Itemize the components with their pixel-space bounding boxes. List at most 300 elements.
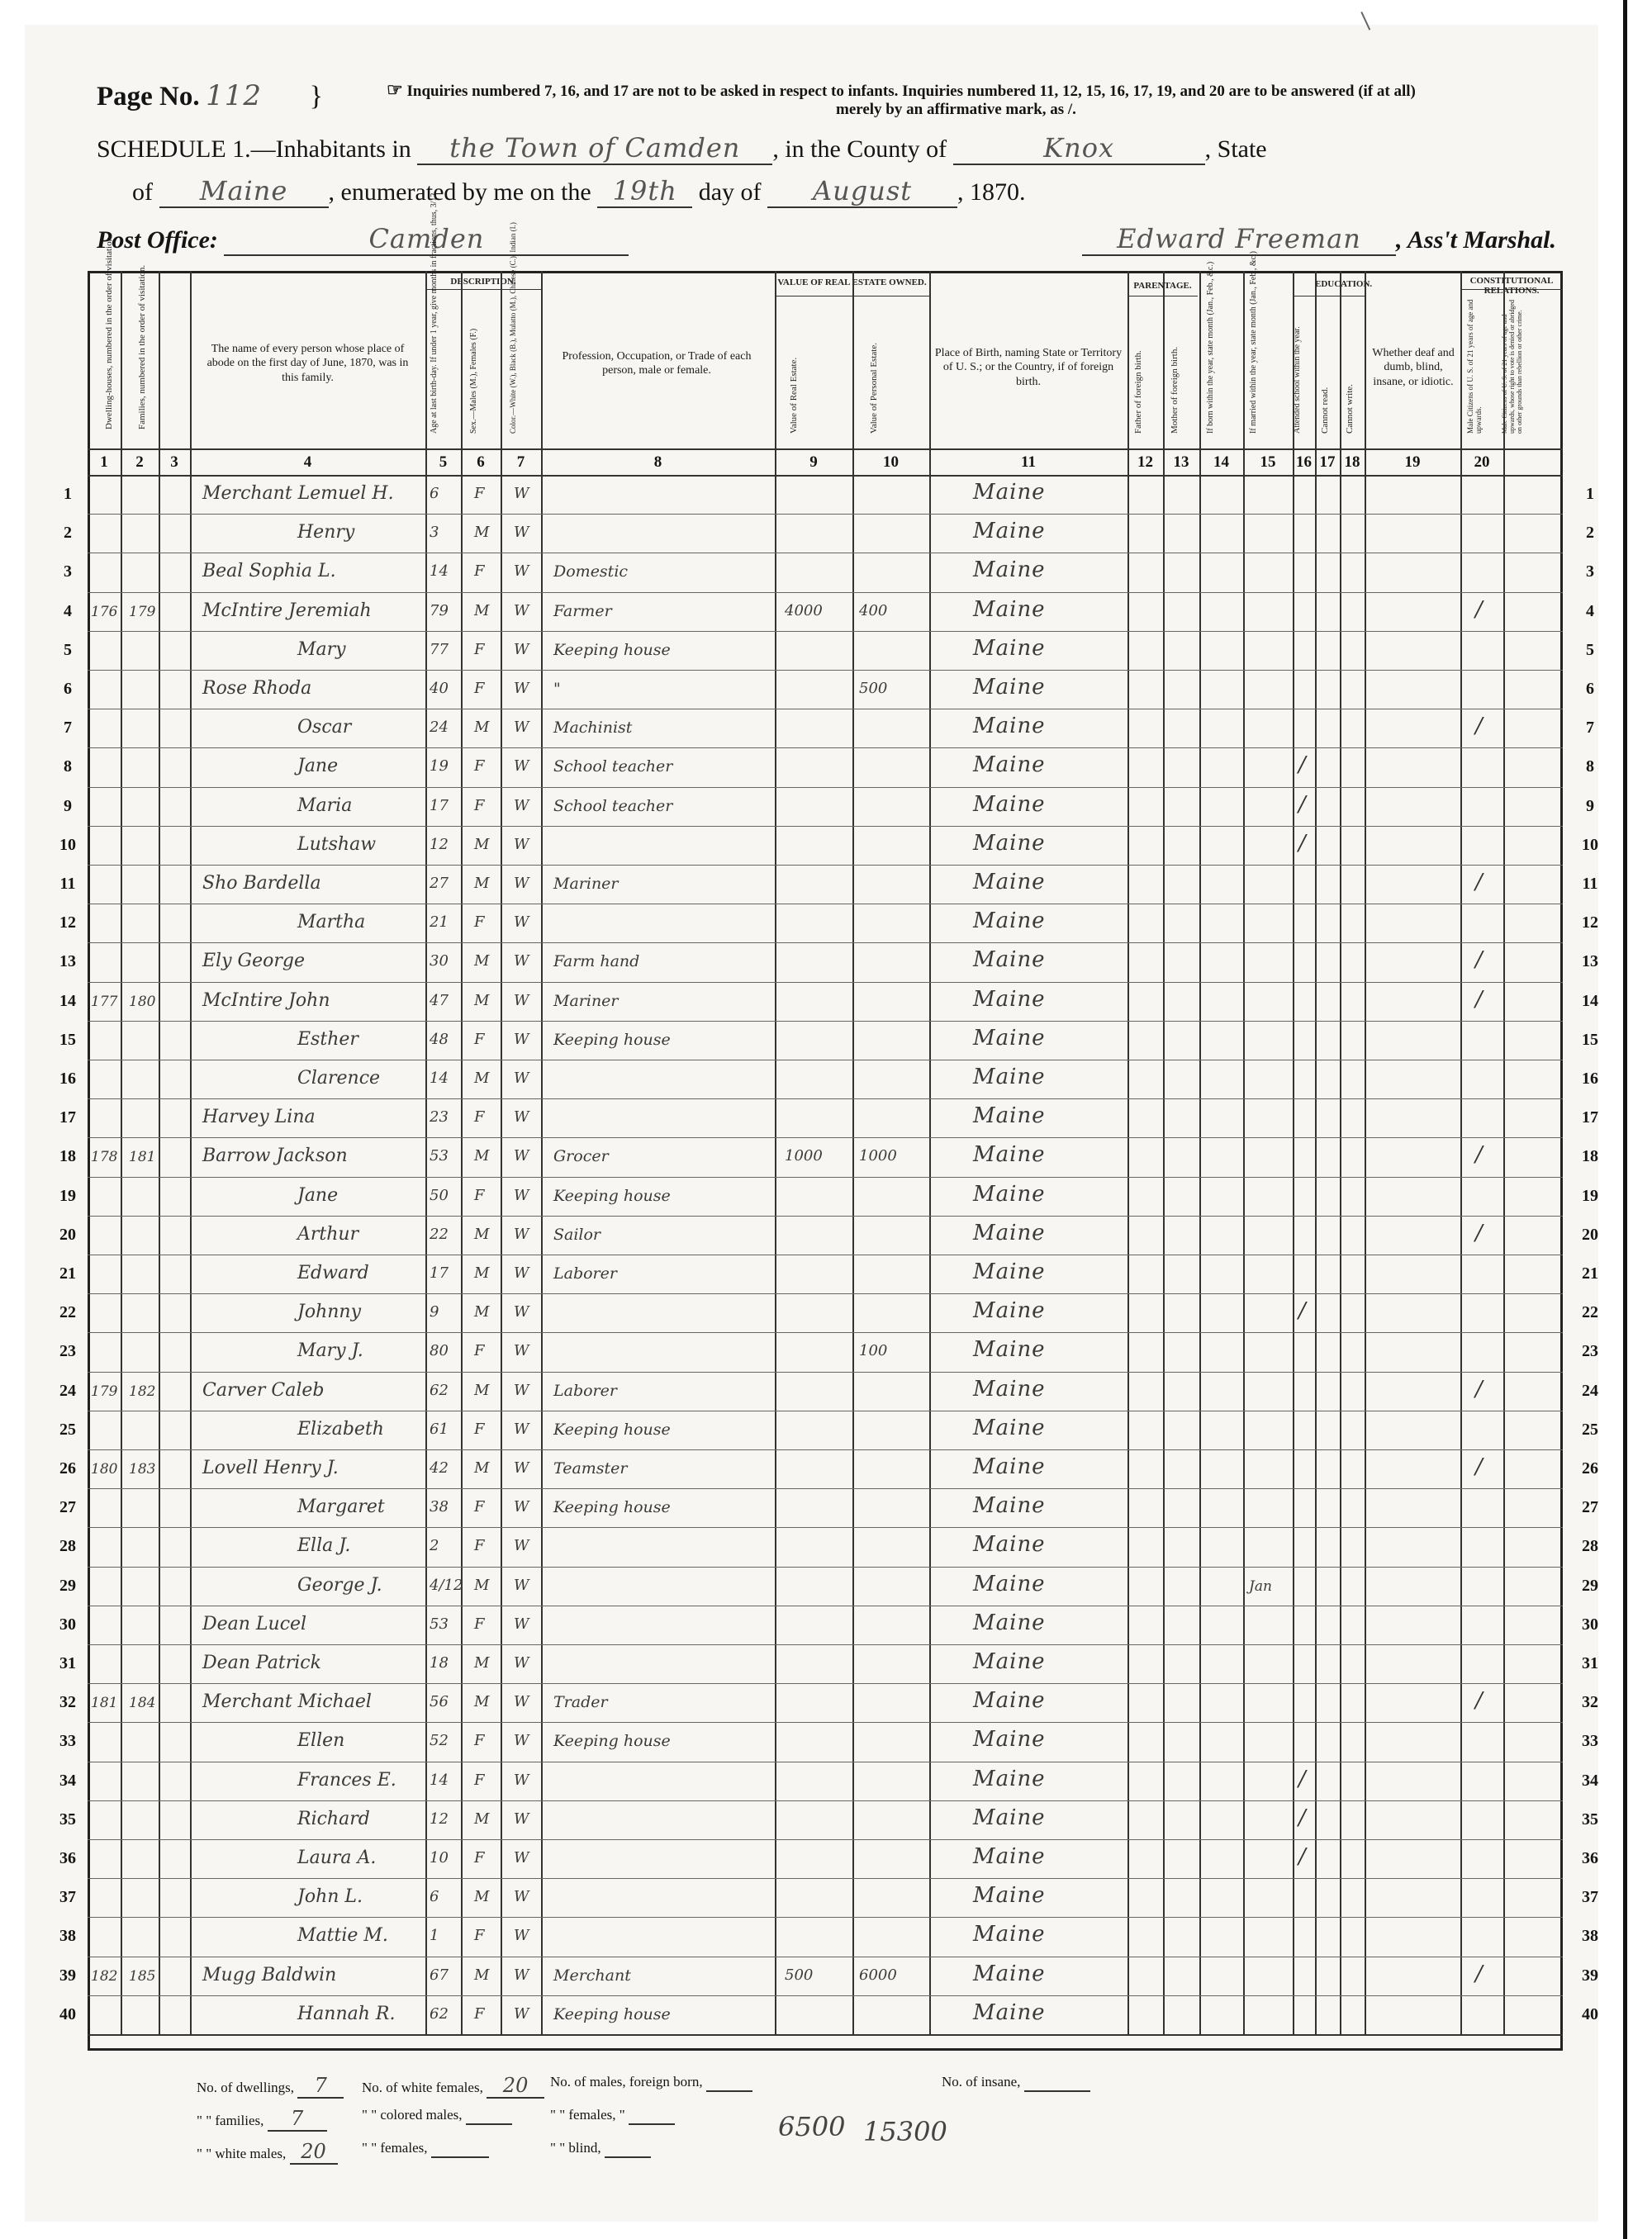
place-of-birth: Maine [973,791,1046,817]
column-divider [190,271,192,2034]
column-divider [1163,271,1165,2034]
sex: F [474,1498,485,1516]
row-number-right: 23 [1582,1342,1598,1361]
occupation: Machinist [553,719,633,738]
personal-estate-value: 6000 [859,1966,897,1984]
place-of-birth: Maine [973,519,1046,544]
row-number-left: 27 [59,1498,76,1517]
enumerated-label: , enumerated by me on the [328,178,591,206]
personal-estate-total: 15300 [863,2116,947,2147]
place-of-birth: Maine [973,1805,1046,1830]
row-number-right: 18 [1582,1147,1598,1166]
color: W [514,1771,529,1789]
column-number: 4 [303,453,312,471]
color: W [514,875,529,892]
color: W [514,1654,529,1672]
row-number-right: 6 [1586,680,1594,698]
row-number-left: 3 [64,562,72,581]
row-rule [88,787,1563,788]
sex: F [474,1615,485,1633]
col-12-header: Mother of foreign birth. [1170,346,1180,434]
pointing-hand-icon: ☞ [387,79,403,100]
place-of-birth: Maine [973,557,1046,583]
column-number: 2 [135,453,144,471]
place-of-birth: Maine [973,1532,1046,1558]
col-5-header: Sex.—Males (M.), Females (F.) [469,328,478,434]
place-of-birth: Maine [973,1454,1046,1479]
sex: M [474,1693,490,1711]
age: 24 [430,719,449,737]
row-number-left: 23 [59,1342,76,1361]
occupation: Keeping house [553,1186,671,1205]
row-number-left: 32 [59,1693,76,1712]
col-14-header: If married within the year, state month (Jan., Feb., &c.) [1249,251,1258,434]
sex: M [474,875,490,892]
row-number-right: 30 [1582,1615,1598,1634]
col-4-header: Age at last birth-day. If under 1 year, give months in fractions, thus, 3/12. [430,191,439,434]
sex: M [474,1303,490,1321]
place-of-birth: Maine [973,1727,1046,1753]
col-11-header: Father of foreign birth. [1133,350,1143,434]
col-3-header: The name of every person whose place of abode on the first day of June, 1870, was in this family. [206,342,409,384]
row-number-left: 33 [59,1732,76,1751]
occupation: Farm hand [553,952,640,971]
age: 79 [430,601,449,619]
attended-school-mark: / [1298,791,1306,817]
column-number: 8 [653,453,662,471]
place-of-birth: Maine [973,635,1046,661]
column-divider [541,271,543,2034]
row-rule [88,631,1563,632]
person-name: Dean Patrick [202,1653,321,1673]
person-name: Merchant Michael [202,1691,372,1713]
person-name: Henry [297,522,355,543]
marshal-line [1082,223,1556,256]
row-number-right: 4 [1586,601,1594,620]
col-9-header: Value of Personal Estate. [869,343,879,434]
sex: F [474,2004,485,2023]
dwelling-number: 178 [91,1149,118,1166]
place-of-birth: Maine [973,752,1046,778]
age: 22 [430,1225,449,1243]
sex: M [474,1264,490,1282]
row-number-left: 25 [59,1420,76,1439]
place-of-birth: Maine [973,1766,1046,1791]
place-of-birth: Maine [973,986,1046,1012]
row-number-right: 37 [1582,1888,1598,1907]
attended-school-mark: / [1298,1766,1306,1791]
person-name: Merchant Lemuel H. [202,483,394,504]
color: W [514,1927,529,1945]
row-rule [88,1332,1563,1333]
family-number: 183 [129,1461,156,1478]
row-number-left: 28 [59,1537,76,1556]
citizen-mark: / [1475,1961,1483,1986]
row-rule [88,1137,1563,1138]
state-value: Maine [199,175,288,206]
family-number: 181 [129,1149,156,1166]
place-of-birth: Maine [973,1259,1046,1284]
personal-estate-value: 1000 [859,1147,897,1165]
personal-estate-value: 400 [859,601,888,619]
column-number: 11 [1021,453,1036,471]
row-rule [88,1527,1563,1528]
row-number-right: 33 [1582,1732,1598,1751]
row-number-right: 27 [1582,1498,1598,1517]
age: 27 [430,875,449,892]
sex: M [474,1576,490,1594]
row-number-left: 39 [59,1966,76,1985]
citizen-mark: / [1475,1142,1483,1168]
sex: M [474,719,490,737]
real-estate-total: 6500 [778,2111,846,2142]
place-of-birth: Maine [973,1103,1046,1129]
citizen-mark: / [1475,1454,1483,1479]
color: W [514,952,529,970]
dwelling-number: 182 [91,1967,118,1985]
person-name: Oscar [297,717,352,738]
row-number-left: 11 [59,875,76,893]
occupation: School teacher [553,796,673,815]
occupation: Keeping house [553,2004,671,2023]
color: W [514,796,529,814]
person-name: Elizabeth [297,1418,384,1440]
row-number-right: 26 [1582,1459,1598,1478]
family-number: 180 [129,993,156,1010]
row-rule [88,1021,1563,1022]
age: 53 [430,1147,449,1165]
person-name: Richard [297,1808,370,1829]
column-number: 5 [439,453,448,471]
personal-estate-value: 500 [859,680,888,697]
header-rule [88,448,1563,450]
color: W [514,601,529,619]
place-value: the Town of Camden [449,132,741,164]
column-number: 19 [1404,453,1421,471]
color: W [514,680,529,697]
sex: F [474,1849,485,1867]
row-number-right: 22 [1582,1303,1598,1322]
dwelling-number: 181 [91,1695,118,1712]
place-of-birth: Maine [973,480,1046,505]
column-number: 1 [100,453,108,471]
month-value: August [813,175,913,206]
row-number-right: 34 [1582,1771,1598,1790]
column-number: 13 [1173,453,1189,471]
age: 67 [430,1966,449,1984]
place-of-birth: Maine [973,870,1046,894]
state-label: , State [1204,135,1267,163]
sex: M [474,1966,490,1984]
person-name: McIntire Jeremiah [202,600,372,621]
occupation: Mariner [553,991,619,1010]
row-rule [88,514,1563,515]
row-number-right: 24 [1582,1381,1598,1400]
age: 14 [430,1070,449,1087]
white-males-count: 20 [301,2140,326,2163]
sex: F [474,1420,485,1438]
row-number-left: 34 [59,1771,76,1790]
age: 61 [430,1420,449,1438]
color: W [514,719,529,737]
real-estate-value: 1000 [785,1147,823,1165]
color: W [514,1381,529,1399]
age: 6 [430,1888,439,1906]
row-number-right: 38 [1582,1927,1598,1946]
citizen-mark: / [1475,1220,1483,1245]
occupation: Keeping house [553,1420,671,1439]
row-number-left: 8 [64,757,72,776]
note-line-2: merely by an affirmative mark, as /. [836,101,1076,118]
age: 77 [430,640,449,658]
color: W [514,1147,529,1165]
color: W [514,1030,529,1048]
column-number: 12 [1137,453,1153,471]
person-name: Ely George [202,951,305,972]
summary-families: " " families, 7 [197,2107,327,2132]
row-number-left: 36 [59,1849,76,1867]
place-of-birth: Maine [973,596,1046,622]
dwelling-number: 179 [91,1383,118,1400]
sex: M [474,1070,490,1087]
age: 9 [430,1303,439,1321]
marshal-signature: Edward Freeman [1117,223,1361,254]
real-estate-value: 500 [785,1966,814,1984]
age: 42 [430,1459,449,1477]
row-number-right: 11 [1582,875,1598,893]
attended-school-mark: / [1298,752,1306,778]
column-number: 14 [1213,453,1229,471]
row-number-right: 9 [1586,796,1594,815]
place-of-birth: Maine [973,1376,1046,1402]
person-name: George J. [297,1574,382,1596]
color: W [514,1537,529,1555]
row-number-right: 29 [1582,1576,1598,1595]
row-number-left: 29 [59,1576,76,1595]
occupation: Laborer [553,1381,617,1400]
row-rule [88,1567,1563,1568]
row-number-right: 31 [1582,1654,1598,1672]
column-number: 6 [477,453,485,471]
row-number-right: 14 [1582,991,1598,1010]
day-value: 19th [612,175,677,206]
citizen-mark: / [1475,986,1483,1012]
row-number-left: 30 [59,1615,76,1634]
post-office-label: Post Office: [97,226,218,254]
sex: M [474,524,490,542]
row-rule [88,1293,1563,1294]
place-of-birth: Maine [973,1649,1046,1674]
column-number: 3 [170,453,178,471]
citizen-mark: / [1475,1688,1483,1714]
personal-estate-value: 100 [859,1342,888,1360]
place-of-birth: Maine [973,1922,1046,1947]
place-of-birth: Maine [973,830,1046,856]
person-name: Carver Caleb [202,1379,325,1401]
note-line-1: Inquiries numbered 7, 16, and 17 are not to be asked in respect to infants. Inquiries numbered 11, 12, 15, 16, 17, 19, and 20 are to be answered (if at all) [406,83,1416,100]
dwellings-count: 7 [314,2074,327,2097]
age: 17 [430,1264,449,1282]
dwelling-number: 180 [91,1461,118,1478]
year-label: , 1870. [957,178,1026,206]
attended-school-mark: / [1298,1844,1306,1869]
person-name: Beal Sophia L. [202,561,336,582]
color: W [514,640,529,658]
column-divider [121,271,122,2034]
row-rule [88,747,1563,748]
sex: F [474,1771,485,1789]
sex: F [474,485,485,502]
sex: M [474,835,490,853]
person-name: Sho Bardella [202,873,321,894]
col-15-header: Attended school within the year. [1293,326,1302,434]
row-number-left: 1 [64,485,72,503]
person-name: Jane [297,1184,339,1206]
column-divider [1243,271,1245,2034]
column-number: 15 [1260,453,1276,471]
occupation: Domestic [553,562,629,581]
sex: F [474,1030,485,1048]
person-name: Ella J. [297,1535,351,1557]
attended-school-mark: / [1298,1298,1306,1324]
person-name: Mary [297,638,346,660]
row-number-right: 2 [1586,524,1594,543]
age: 62 [430,2004,449,2023]
row-number-left: 35 [59,1810,76,1829]
schedule-label: SCHEDULE 1.—Inhabitants in [97,135,411,163]
color: W [514,485,529,502]
sex: M [474,1381,490,1399]
sex: F [474,1108,485,1127]
row-number-left: 38 [59,1927,76,1946]
person-name: Edward [297,1263,369,1283]
col-16-header: Cannot read. [1320,387,1330,434]
person-name: Margaret [297,1497,385,1518]
age: 53 [430,1615,449,1633]
age: 14 [430,1771,449,1789]
row-number-left: 22 [59,1303,76,1322]
column-divider [1127,271,1129,2034]
column-number: 17 [1319,453,1336,471]
column-number: 7 [516,453,525,471]
row-rule [88,1216,1563,1217]
age: 12 [430,835,449,853]
occupation: Keeping house [553,640,671,659]
row-number-right: 7 [1586,719,1594,738]
age: 47 [430,991,449,1009]
column-divider [461,271,463,2034]
summary-dwellings: No. of dwellings, 7 [197,2074,344,2099]
row-number-right: 21 [1582,1264,1598,1283]
person-name: Maria [297,795,353,816]
county-label: , in the County of [772,135,947,163]
person-name: Harvey Lina [202,1107,316,1128]
place-of-birth: Maine [973,1065,1046,1089]
color: W [514,1420,529,1438]
dwelling-number: 177 [91,993,118,1010]
person-name: Johnny [297,1302,361,1323]
age: 30 [430,952,449,970]
constitutional-group-header: CONSTITUTIONAL RELATIONS. [1469,276,1554,296]
row-number-left: 31 [59,1654,76,1672]
occupation: Sailor [553,1225,601,1244]
occupation: Grocer [553,1147,609,1166]
row-number-left: 14 [59,991,76,1010]
sex: F [474,1732,485,1750]
post-office-value: Camden [368,223,485,254]
age: 23 [430,1108,449,1127]
row-rule [88,592,1563,593]
family-number: 182 [129,1383,156,1400]
place-of-birth: Maine [973,1025,1046,1051]
row-rule [88,1644,1563,1645]
real-estate-value: 4000 [785,601,823,619]
families-count: 7 [291,2107,304,2130]
place-of-birth: Maine [973,947,1046,973]
col-17-header: Cannot write. [1345,384,1355,434]
color: W [514,524,529,542]
row-rule [88,1878,1563,1879]
occupation: School teacher [553,757,673,776]
color: W [514,2004,529,2023]
day-label: day of [698,178,762,206]
color: W [514,1108,529,1127]
place-of-birth: Maine [973,1298,1046,1324]
color: W [514,562,529,581]
person-name: Frances E. [297,1769,396,1791]
age: 21 [430,913,449,932]
column-divider [1460,271,1462,2034]
age: 1 [430,1927,439,1945]
occupation: Laborer [553,1264,617,1283]
color: W [514,1810,529,1828]
row-rule [88,1449,1563,1450]
occupation: Keeping house [553,1498,671,1517]
person-name: Lovell Henry J. [202,1458,339,1478]
place-of-birth: Maine [973,1571,1046,1596]
sex: M [474,1810,490,1828]
row-number-left: 4 [64,601,72,620]
person-name: Clarence [297,1068,381,1089]
color: W [514,1303,529,1321]
sex: M [474,952,490,970]
color: W [514,1459,529,1477]
row-number-left: 26 [59,1459,76,1478]
column-number: 16 [1296,453,1312,471]
citizen-mark: / [1475,947,1483,973]
summary-white-males: " " white males, 20 [197,2140,338,2165]
column-divider [501,271,502,2034]
occupation: Mariner [553,875,619,893]
place-of-birth: Maine [973,1337,1046,1363]
row-number-right: 32 [1582,1693,1598,1712]
person-name: Arthur [297,1223,359,1245]
row-number-left: 5 [64,640,72,659]
row-number-left: 20 [59,1225,76,1244]
person-name: Ellen [297,1730,345,1752]
column-divider [929,271,931,2034]
occupation: Merchant [553,1966,631,1985]
age: 62 [430,1381,449,1399]
sex: M [474,1654,490,1672]
place-of-birth: Maine [973,1883,1046,1909]
column-divider [1315,271,1317,2034]
row-rule [88,1488,1563,1489]
column-number: 10 [883,453,899,471]
place-of-birth: Maine [973,714,1046,739]
place-of-birth: Maine [973,1961,1046,1986]
age: 52 [430,1732,449,1750]
